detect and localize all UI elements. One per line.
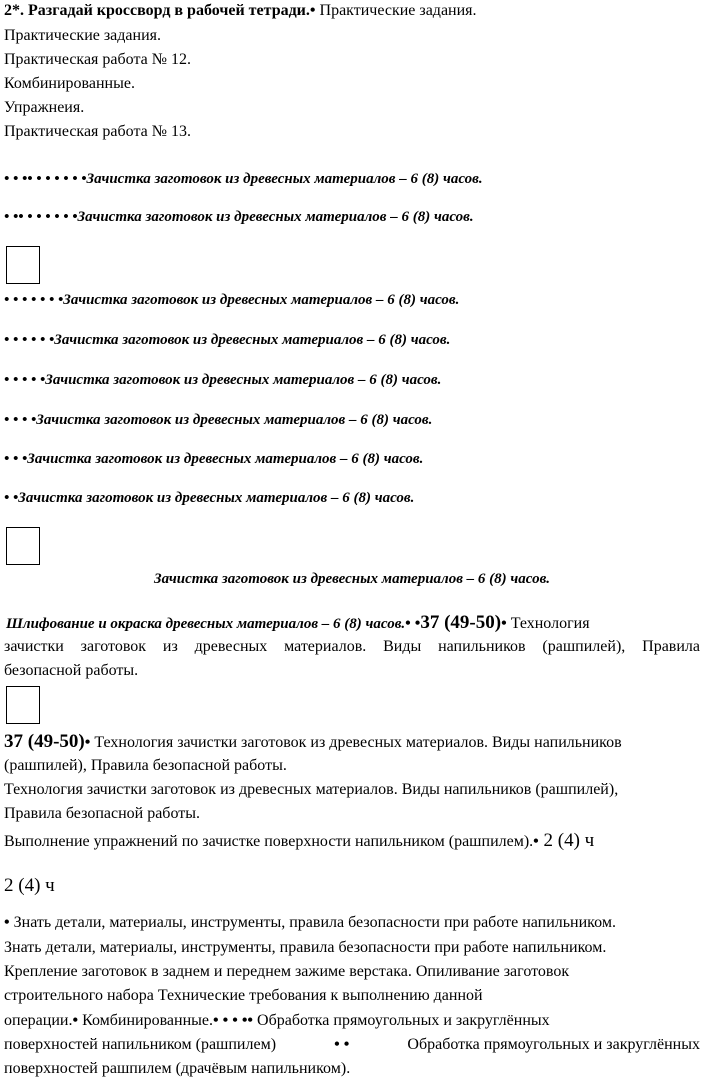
bullet-icon: • [309, 2, 316, 19]
topic-text: Зачистка заготовок из древесных материалов – 6 (8) часов. [36, 412, 433, 428]
topic-text: Зачистка заготовок из древесных материалов – 6 (8) часов. [18, 490, 415, 506]
para3-line7: поверхностей рашпилем (драчёвым напильником). [4, 1060, 351, 1077]
topic-line [4, 171, 700, 188]
empty-box [6, 527, 40, 565]
para3-line6 [4, 1036, 700, 1054]
topic-text: Зачистка заготовок из древесных материалов – 6 (8) часов. [86, 171, 483, 187]
para3-text: операции. [4, 1012, 73, 1029]
bullet-icon: • • • • [4, 412, 37, 428]
topic-text: Зачистка заготовок из древесных материалов – 6 (8) часов. [45, 372, 442, 388]
topic-line [4, 372, 700, 389]
para1-rest: Технология [506, 615, 590, 632]
para3-line3: Крепление заготовок в заднем и переднем зажиме верстака. Опиливание заготовок [4, 963, 570, 980]
para3-text: поверхностей напильником (рашпилем) [4, 1036, 277, 1053]
bullet-icon: • • [405, 615, 421, 632]
text-line: Практические задания. [4, 27, 162, 44]
para3-text: Комбинированные. [78, 1012, 214, 1029]
lesson-number: 37 (49-50) [420, 612, 502, 633]
topic-line [4, 332, 700, 349]
topic-text: Зачистка заготовок из древесных материалов – 6 (8) часов. [54, 332, 451, 348]
heading-rest: Практические задания. [315, 2, 477, 19]
bullet-icon: • [533, 833, 539, 850]
bullet-icon: • [501, 615, 507, 632]
para3-text: Знать детали, материалы, инструменты, правила безопасности при работе напильником. [9, 914, 616, 931]
bullet-icon: • • • • • [4, 372, 46, 388]
bullet-icon: • • • [4, 451, 28, 467]
para3-line2: Знать детали, материалы, инструменты, правила безопасности при работе напильником. [4, 939, 607, 956]
heading-line [4, 2, 700, 20]
para2-line4: Правила безопасной работы. [4, 805, 200, 822]
bullet-icon: • [84, 734, 91, 751]
para3-text: Обработка прямоугольных и закруглённых [407, 1036, 700, 1053]
topic-line [4, 451, 700, 468]
topic-text: Шлифование и окраска древесных материалов – 6 (8) часов. [6, 616, 406, 632]
topic-text: Зачистка заготовок из древесных материалов – 6 (8) часов. [27, 451, 424, 467]
hours-line: 2 (4) ч [4, 875, 55, 896]
para1-line2: зачистки заготовок из древесных материалов. Виды напильников (рашпилей), Правила [4, 638, 700, 655]
topic-line [4, 490, 700, 507]
para2-line1 [4, 731, 700, 753]
topic-line [4, 292, 700, 309]
para1-line1 [4, 612, 700, 634]
text-line: Упражнеия. [4, 99, 85, 116]
text-line: Практическая работа № 13. [4, 123, 191, 140]
empty-box [6, 246, 40, 284]
bullet-icon: • • •• • • • • • • [4, 171, 87, 187]
para3-line5 [4, 1012, 700, 1030]
bullet-icon: • [4, 914, 10, 931]
para2-line2: (рашпилей), Правила безопасной работы. [4, 757, 287, 774]
text-line: Практическая работа № 12. [4, 51, 191, 68]
bullet-icon: • •• • • • • • • [4, 209, 78, 225]
bullet-icon: • • • • • • [4, 332, 55, 348]
topic-text: Зачистка заготовок из древесных материалов – 6 (8) часов. [63, 292, 460, 308]
para1-line3: безопасной работы. [4, 662, 139, 679]
para3-line4: строительного набора Технические требования к выполнению данной [4, 987, 483, 1004]
bullet-icon: • • • •• [213, 1012, 254, 1029]
bullet-icon: • • • • • • • [4, 292, 64, 308]
hours-text: 2 (4) ч [538, 830, 595, 851]
para2-rest: Технология зачистки заготовок из древесных материалов. Виды напильников [90, 734, 622, 751]
empty-box [6, 686, 40, 724]
para2-line5 [4, 830, 700, 852]
topic-line [4, 209, 700, 226]
topic-text: Зачистка заготовок из древесных материалов – 6 (8) часов. [77, 209, 474, 225]
topic-line [4, 412, 700, 429]
para3-text: Обработка прямоугольных и закруглённых [253, 1012, 550, 1029]
lesson-number: 37 (49-50) [4, 731, 85, 752]
topic-line-centered: Зачистка заготовок из древесных материалов – 6 (8) часов. [153, 571, 551, 587]
bullet-icon: • • [334, 1036, 350, 1053]
heading-bold: 2*. Разгадай кроссворд в рабочей тетради. [4, 2, 310, 19]
para2-line3: Технология зачистки заготовок из древесных материалов. Виды напильников (рашпилей), [4, 781, 619, 798]
para2-text: Выполнение упражнений по зачистке поверхности напильником (рашпилем). [4, 833, 534, 850]
bullet-icon: • [72, 1012, 79, 1029]
bullet-icon: • • [4, 490, 19, 506]
para3-line1 [4, 914, 700, 932]
text-line: Комбинированные. [4, 75, 135, 92]
